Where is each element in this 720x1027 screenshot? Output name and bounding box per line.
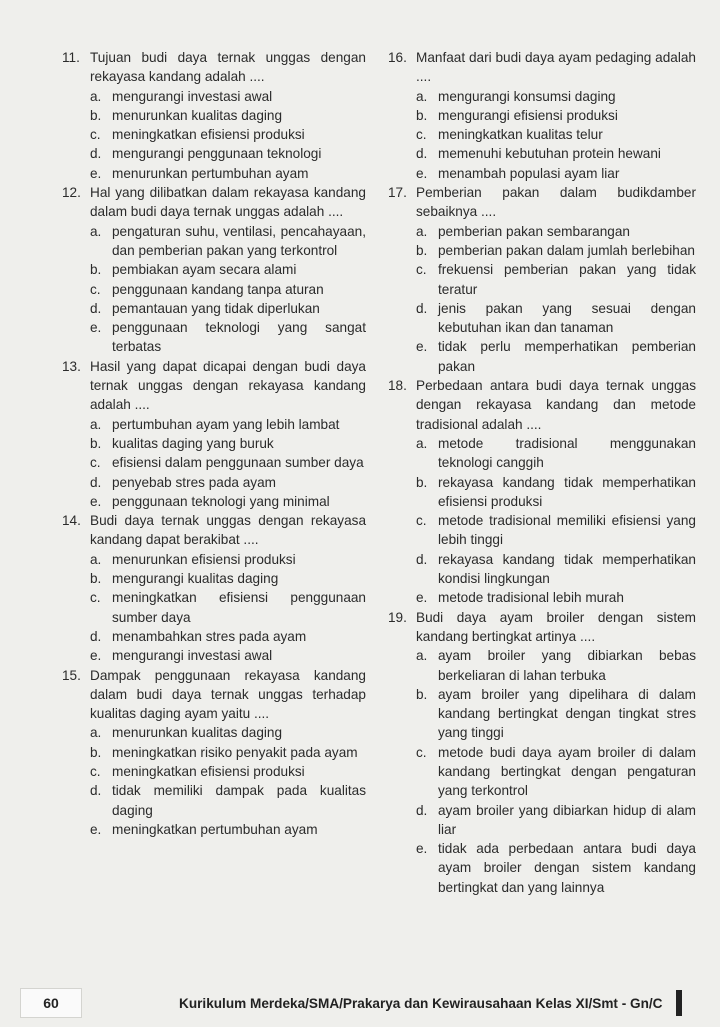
answer-option [416,646,696,685]
question-number: 16. [388,50,407,65]
option-letter: b. [90,571,102,587]
option-text: penggunaan teknologi yang sangat terbatas [112,320,366,355]
option-letter: e. [416,841,428,857]
answer-option [90,762,366,781]
left-column [62,48,366,839]
answer-option [90,87,366,106]
answer-option [416,299,696,338]
footer-text: Kurikulum Merdeka/SMA/Prakarya dan Kewirausahaan Kelas XI/Smt - Gn/C [179,995,663,1011]
answer-option [416,588,696,607]
answer-option [90,318,366,357]
answer-option [90,125,366,144]
question-text: Budi daya ayam broiler dengan sistem kandang bertingkat artinya .... [416,609,696,644]
option-text: meningkatkan efisiensi produksi [112,127,305,143]
option-text: meningkatkan efisiensi produksi [112,763,305,779]
question-text: Pemberian pakan dalam budikdamber sebaiknya .... [416,185,696,220]
answer-option [416,839,696,897]
question-stem [388,608,696,647]
option-letter: d. [416,300,428,316]
option-text: metode tradisional memiliki efisiensi yang lebih tinggi [438,513,696,548]
option-text: pembiakan ayam secara alami [112,262,297,278]
footer-marker [676,990,682,1016]
answer-option [416,685,696,743]
option-text: rekayasa kandang tidak memperhatikan efisiensi produksi [438,474,696,509]
option-text: ayam broiler yang dibiarkan bebas berkeliaran di lahan terbuka [438,648,696,683]
page-footer [20,988,710,1018]
page-number: 60 [20,988,82,1018]
question-text: Budi daya ternak unggas dengan rekayasa kandang dapat berakibat .... [90,513,366,548]
question-number: 13. [62,358,81,374]
option-text: menurunkan pertumbuhan ayam [112,165,309,181]
answer-option [90,260,366,279]
option-text: ayam broiler yang dipelihara di dalam kandang bertingkat dengan tingkat stres yang tinggi [438,686,696,741]
question-number: 19. [388,609,407,625]
question-text: Hal yang dilibatkan dalam rekayasa kandang dalam budi daya ternak unggas adalah .... [90,185,366,220]
question-19 [388,608,696,897]
answer-option [90,781,366,820]
answer-option [90,646,366,665]
option-letter: d. [90,628,102,644]
option-text: menurunkan kualitas daging [112,725,283,741]
option-text: menambahkan stres pada ayam [112,628,307,644]
answer-option [416,164,696,183]
option-letter: a. [416,223,428,239]
option-letter: d. [90,146,102,162]
option-text: metode tradisional menggunakan teknologi canggih [438,435,696,471]
option-letter: e. [90,320,102,336]
question-number: 11. [62,50,80,65]
option-text: pemberian pakan dalam jumlah berlebihan [438,242,695,258]
option-text: tidak memiliki dampak pada kualitas daging [112,783,366,818]
answer-option [90,453,366,472]
option-text: metode tradisional lebih murah [438,590,624,606]
option-letter: d. [416,146,428,162]
question-number: 14. [62,513,81,529]
question-12 [62,183,366,357]
option-text: mengurangi penggunaan teknologi [112,146,322,162]
answer-option [416,106,696,125]
option-letter: a. [90,223,102,239]
question-stem [388,183,696,222]
question-text: Perbedaan antara budi daya ternak unggas dengan rekayasa kandang dan metode tradisional adalah .... [416,378,696,432]
option-text: meningkatkan kualitas telur [438,127,603,143]
option-text: pemberian pakan sembarangan [438,223,630,239]
answer-option [90,164,366,183]
option-letter: b. [90,744,102,760]
option-text: efisiensi dalam penggunaan sumber daya [112,455,364,471]
option-letter: c. [416,744,427,760]
question-15 [62,666,366,840]
option-letter: d. [416,802,428,818]
option-text: penggunaan teknologi yang minimal [112,493,330,509]
option-text: ayam broiler yang dibiarkan hidup di alam liar [438,802,696,837]
question-16 [388,48,696,183]
option-letter: c. [416,513,427,529]
answer-option [90,299,366,318]
option-text: mengurangi efisiensi produksi [438,107,618,123]
option-letter: b. [90,262,102,278]
answer-option [90,627,366,646]
option-letter: c. [90,127,101,143]
option-text: meningkatkan efisiensi penggunaan sumber daya [112,590,366,625]
option-text: memenuhi kebutuhan protein hewani [438,146,661,162]
question-stem [62,48,366,87]
answer-option [416,743,696,801]
question-stem [388,48,696,87]
option-letter: c. [90,763,101,779]
option-letter: e. [416,339,428,355]
option-letter: c. [90,590,101,606]
option-letter: c. [416,127,427,143]
option-letter: a. [90,88,102,104]
option-text: tidak perlu memperhatikan pemberian pakan [438,339,696,374]
answer-option [90,415,366,434]
question-number: 12. [62,185,81,201]
answer-option [416,260,696,299]
option-letter: a. [416,88,428,104]
option-letter: a. [416,648,428,664]
option-text: menurunkan kualitas daging [112,107,283,123]
option-letter: a. [90,416,102,432]
question-text: Tujuan budi daya ternak unggas dengan rekayasa kandang adalah .... [90,50,366,85]
option-letter: e. [416,590,428,606]
option-text: penyebab stres pada ayam [112,474,276,490]
answer-option [90,588,366,627]
option-letter: a. [90,725,102,741]
answer-option [90,743,366,762]
option-text: rekayasa kandang tidak memperhatikan kondisi lingkungan [438,551,696,587]
answer-option [416,337,696,376]
answer-option [416,241,696,260]
answer-option [416,144,696,163]
answer-option [90,569,366,588]
option-letter: c. [416,262,427,278]
option-letter: e. [90,493,102,509]
question-text: Dampak penggunaan rekayasa kandang dalam budi daya ternak unggas terhadap kualitas daging ayam yaitu .... [90,667,366,722]
answer-option [90,473,366,492]
question-14 [62,511,366,665]
option-letter: e. [90,648,102,664]
answer-option [90,550,366,569]
question-number: 15. [62,667,81,683]
option-text: pertumbuhan ayam yang lebih lambat [112,416,340,432]
answer-option [416,222,696,241]
answer-option [90,222,366,261]
question-text: Manfaat dari budi daya ayam pedaging adalah .... [416,50,696,85]
option-text: mengurangi investasi awal [112,648,273,664]
right-column [388,48,696,897]
option-letter: b. [416,686,428,702]
option-text: tidak ada perbedaan antara budi daya ayam broiler dengan sistem kandang bertingkat dan yang lainnya [438,841,696,895]
option-letter: d. [90,474,102,490]
answer-option [90,106,366,125]
question-11 [62,48,366,183]
option-letter: e. [90,165,102,181]
question-13 [62,357,366,511]
option-text: pengaturan suhu, ventilasi, pencahayaan, dan pemberian pakan yang terkontrol [112,223,366,258]
question-text: Hasil yang dapat dicapai dengan budi daya ternak unggas dengan rekayasa kandang adalah .... [90,358,366,413]
option-text: meningkatkan pertumbuhan ayam [112,821,318,837]
option-text: pemantauan yang tidak diperlukan [112,300,320,316]
option-letter: b. [90,435,102,451]
answer-option [416,801,696,840]
answer-option [90,144,366,163]
question-stem [62,666,366,724]
option-letter: b. [90,107,102,123]
option-letter: d. [90,783,102,799]
option-text: penggunaan kandang tanpa aturan [112,281,324,297]
option-text: mengurangi investasi awal [112,88,273,104]
question-stem [62,183,366,222]
option-letter: c. [90,281,101,297]
option-letter: d. [90,300,102,316]
option-letter: a. [416,435,428,451]
question-17 [388,183,696,376]
option-letter: b. [416,474,428,490]
option-text: jenis pakan yang sesuai dengan kebutuhan ikan dan tanaman [438,300,696,336]
option-letter: d. [416,551,428,567]
answer-option [416,511,696,550]
option-text: frekuensi pemberian pakan yang tidak teratur [438,262,696,297]
option-text: meningkatkan risiko penyakit pada ayam [112,744,358,760]
answer-option [416,473,696,512]
option-text: mengurangi kualitas daging [112,571,279,587]
answer-option [416,550,696,589]
option-letter: a. [90,551,102,567]
option-text: mengurangi konsumsi daging [438,88,616,104]
option-letter: e. [416,165,428,181]
option-letter: b. [416,242,428,258]
answer-option [90,820,366,839]
question-18 [388,376,696,608]
option-text: menurunkan efisiensi produksi [112,551,296,567]
answer-option [90,723,366,742]
answer-option [90,280,366,299]
question-number: 18. [388,378,407,394]
option-text: menambah populasi ayam liar [438,165,620,181]
option-text: kualitas daging yang buruk [112,435,274,451]
option-text: metode budi daya ayam broiler di dalam kandang bertingkat dengan pengaturan yang terkontrol [438,744,696,799]
question-stem [62,357,366,415]
answer-option [416,87,696,106]
question-stem [62,511,366,550]
option-letter: b. [416,107,428,123]
answer-option [90,434,366,453]
answer-option [90,492,366,511]
question-number: 17. [388,185,407,201]
option-letter: c. [90,455,101,471]
option-letter: e. [90,821,102,837]
question-stem [388,376,696,434]
answer-option [416,125,696,144]
answer-option [416,434,696,473]
